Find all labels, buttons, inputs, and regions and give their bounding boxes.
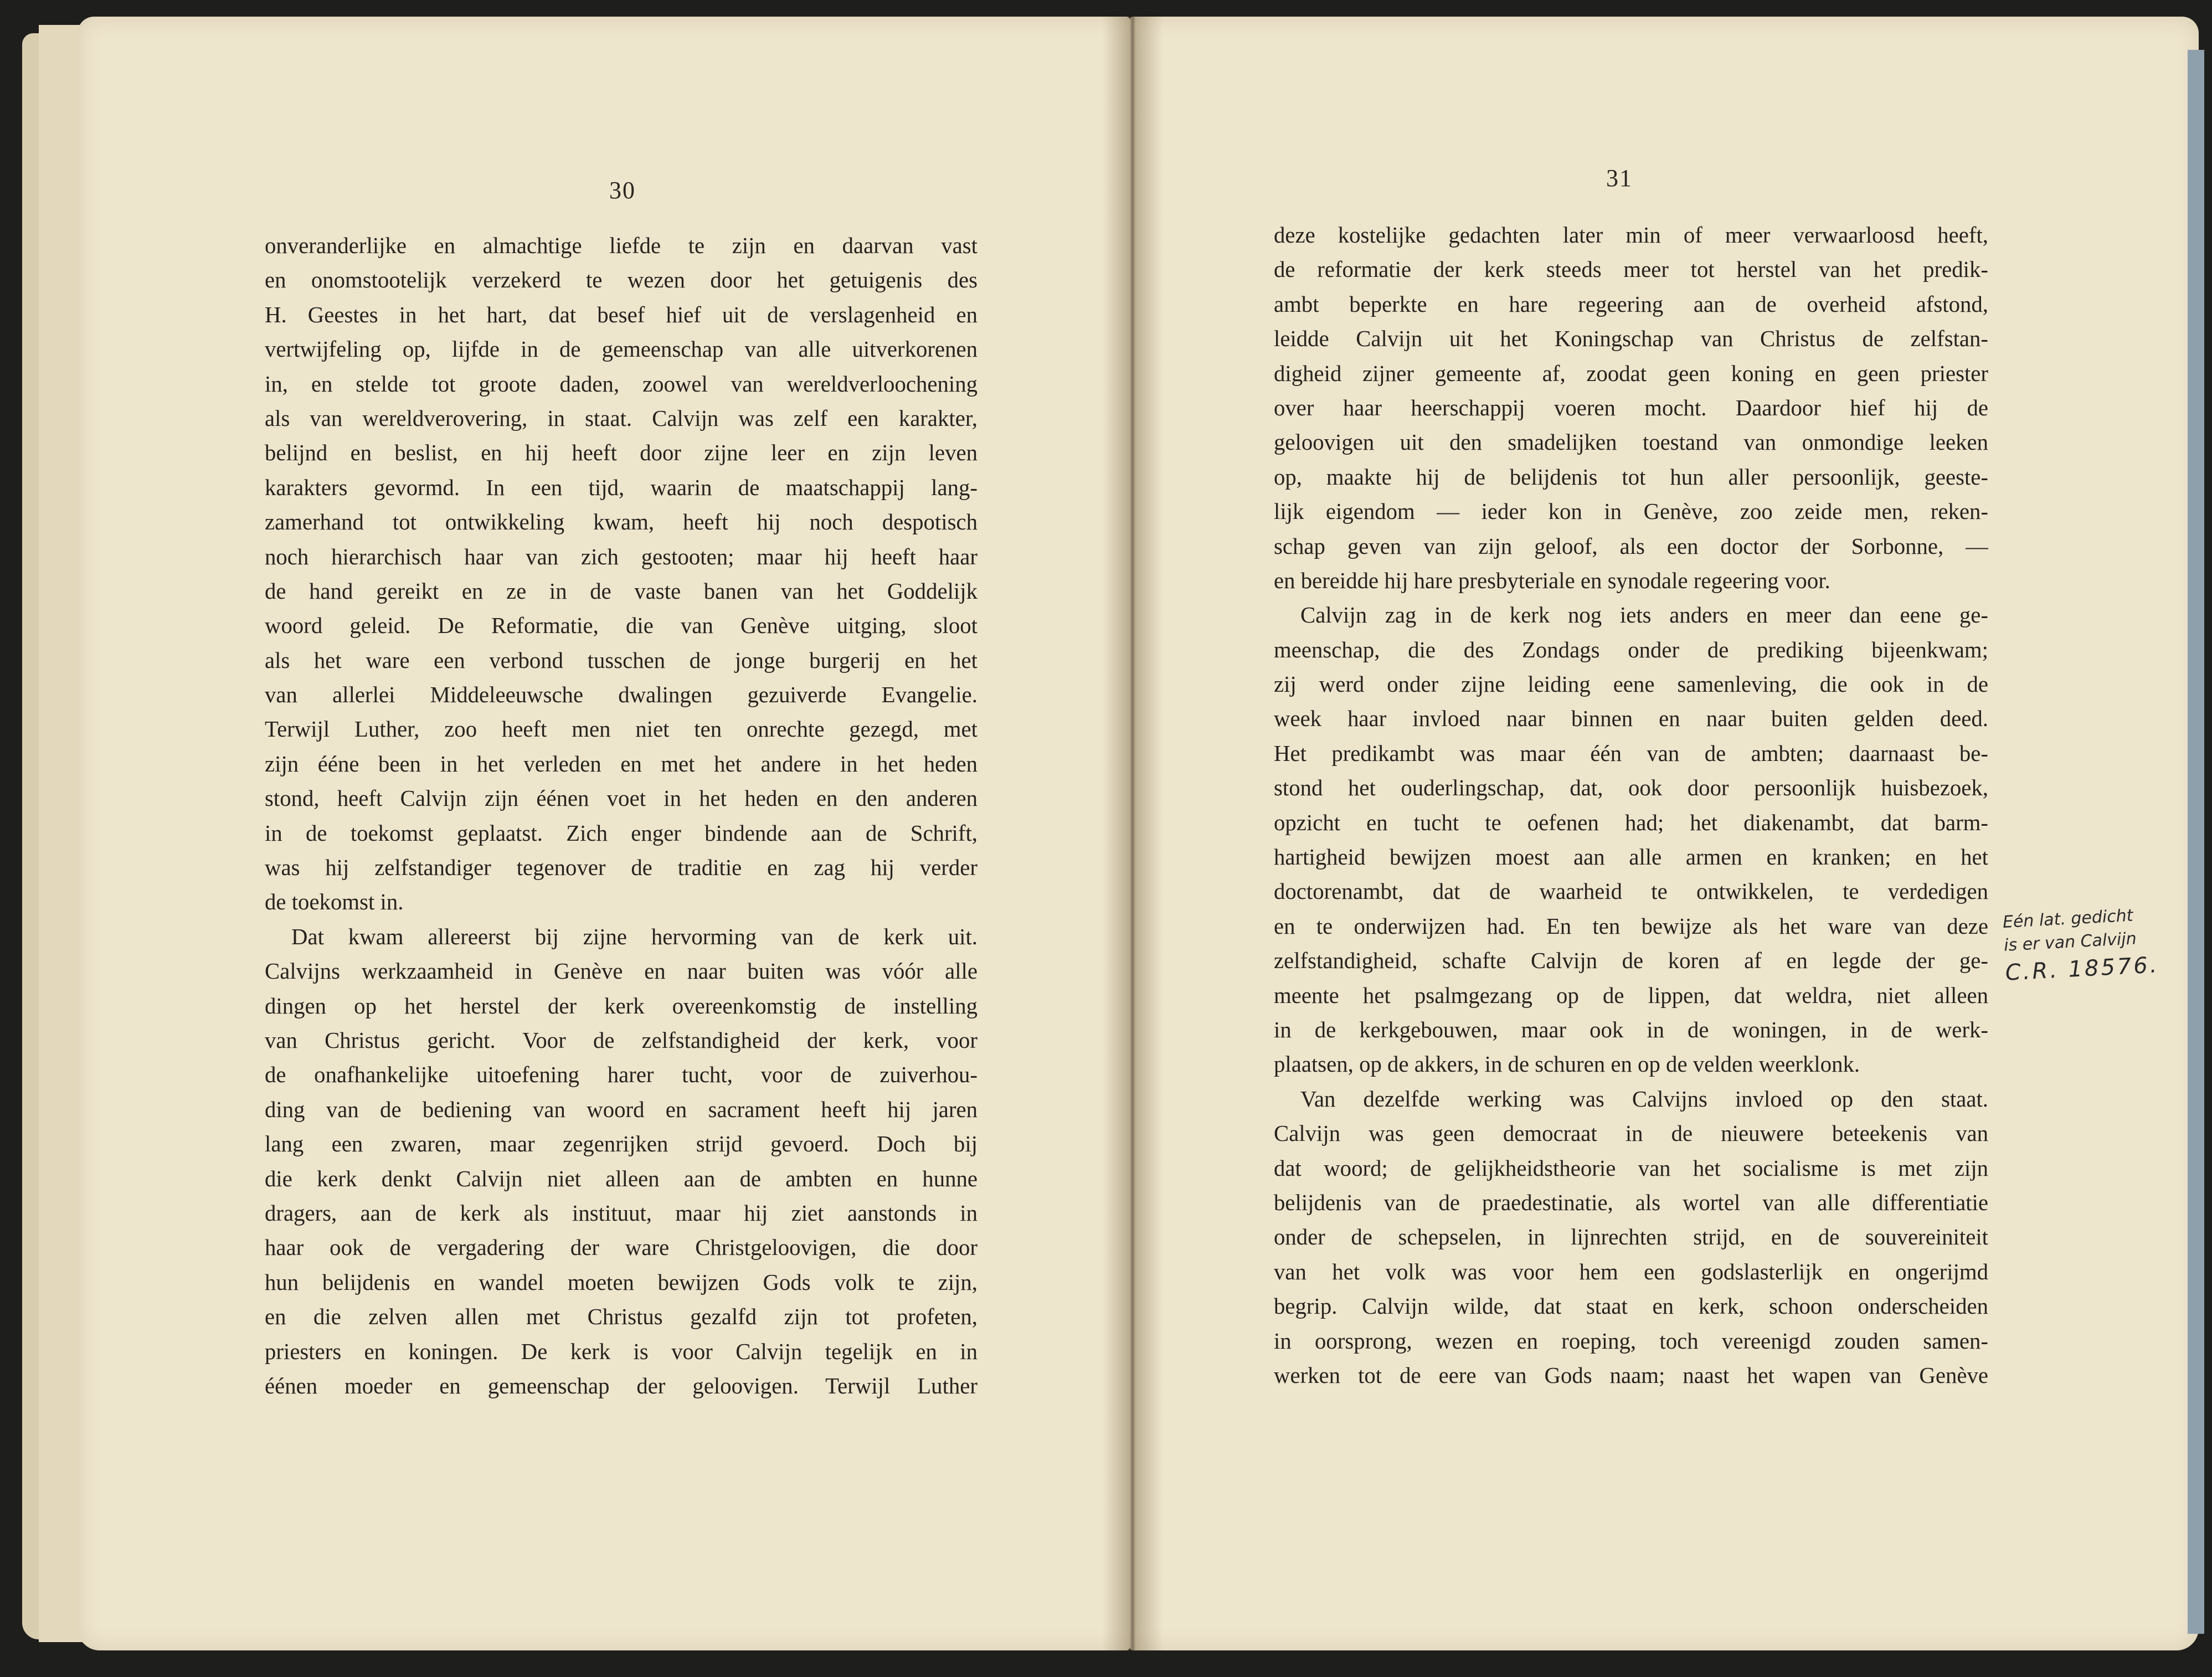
text-line: belijdenis van de praedestinatie, als wortel van alle differentiatie xyxy=(1274,1190,1988,1215)
text-line: ding van de bediening van woord en sacrament heeft hij jaren xyxy=(265,1097,978,1122)
text-line: H. Geestes in het hart, dat besef hief uit de verslagenheid en xyxy=(265,302,978,327)
text-line: van het volk was voor hem een godslasterlijk en ongerijmd xyxy=(1274,1259,1988,1284)
text-line: éénen moeder en gemeenschap der geloovigen. Terwijl Luther xyxy=(265,1373,978,1398)
right-page-number: 31 xyxy=(1606,164,1633,192)
text-line: vertwijfeling op, lijfde in de gemeenschap van alle uitverkorenen xyxy=(265,337,978,362)
text-line: over haar heerschappij voeren mocht. Daardoor hief hij de xyxy=(1274,395,1988,420)
text-line: hartigheid bewijzen moest aan alle armen en kranken; en het xyxy=(1274,845,1988,870)
text-line: geloovigen uit den smadelijken toestand van onmondige leeken xyxy=(1274,430,1988,455)
margin-note-line: Eén lat. gedicht xyxy=(2002,906,2134,932)
text-line: en te onderwijzen had. En ten bewijze als het ware van deze xyxy=(1274,913,1988,939)
text-line: dingen op het herstel der kerk overeenkomstig de instelling xyxy=(265,993,978,1018)
text-line: zelfstandigheid, schafte Calvijn de koren af en legde der ge- xyxy=(1274,948,1988,974)
text-line: deze kostelijke gedachten later min of meer verwaarloosd heeft, xyxy=(1274,223,1988,248)
text-line: Terwijl Luther, zoo heeft men niet ten onrechte gezegd, met xyxy=(265,717,978,742)
text-line: stond, heeft Calvijn zijn éénen voet in het heden en den anderen xyxy=(265,786,978,811)
text-line: noch hierarchisch haar van zich gestooten; maar hij heeft haar xyxy=(265,544,978,569)
text-line: haar ook de vergadering der ware Christgeloovigen, die door xyxy=(265,1235,978,1261)
left-page-number: 30 xyxy=(609,177,636,204)
text-line: van Christus gericht. Voor de zelfstandigheid der kerk, voor xyxy=(265,1027,978,1053)
text-line: werken tot de eere van Gods naam; naast het wapen van Genève xyxy=(1274,1362,1988,1388)
text-line: Calvijn was geen democraat in de nieuwere beteekenis van xyxy=(1274,1121,1988,1146)
text-line: belijnd en beslist, en hij heeft door zijne leer en zijn leven xyxy=(265,440,978,466)
text-line: week haar invloed naar binnen en naar buiten gelden deed. xyxy=(1274,706,1988,732)
text-line: was hij zelfstandiger tegenover de traditie en zag hij verder xyxy=(265,855,978,881)
margin-note-line: C.R. 18576. xyxy=(2004,952,2160,986)
text-line: en onomstootelijk verzekerd te wezen door het getuigenis des xyxy=(265,268,978,293)
text-line: zij werd onder zijne leiding eene samenleving, die ook in de xyxy=(1274,672,1988,697)
text-line: in de kerkgebouwen, maar ook in de woningen, in de werk- xyxy=(1274,1017,1988,1042)
text-line: de toekomst in. xyxy=(265,889,404,915)
text-line: plaatsen, op de akkers, in de schuren en op de velden weerklonk. xyxy=(1274,1052,1860,1077)
text-line: meenschap, die des Zondags onder de prediking bijeenkwam; xyxy=(1274,637,1988,662)
text-line: hun belijdenis en wandel moeten bewijzen Gods volk te zijn, xyxy=(265,1269,978,1295)
text-line: schap geven van zijn geloof, als een doctor der Sorbonne, — xyxy=(1274,533,1988,559)
margin-note-line: is er van Calvijn xyxy=(2003,929,2137,955)
text-line: zamerhand tot ontwikkeling kwam, heeft hij noch despotisch xyxy=(265,510,978,535)
text-line: als het ware een verbond tusschen de jonge burgerij en het xyxy=(265,647,978,673)
text-line: die kerk denkt Calvijn niet alleen aan de ambten en hunne xyxy=(265,1166,978,1191)
text-line: Calvijn zag in de kerk nog iets anders en meer dan eene ge- xyxy=(1300,603,1988,628)
text-line: in de toekomst geplaatst. Zich enger bindende aan de Schrift, xyxy=(265,820,978,846)
text-line: ambt beperkte en hare regeering aan de overheid afstond, xyxy=(1274,291,1988,317)
text-line: onveranderlijke en almachtige liefde te zijn en daarvan vast xyxy=(265,233,978,258)
text-line: meente het psalmgezang op de lippen, dat weldra, niet alleen xyxy=(1274,982,1988,1008)
text-line: als van wereldverovering, in staat. Calvijn was zelf een karakter, xyxy=(265,405,978,431)
text-line: karakters gevormd. In een tijd, waarin de maatschappij lang- xyxy=(265,475,978,500)
text-line: de onafhankelijke uitoefening harer tucht, voor de zuiverhou- xyxy=(265,1062,978,1088)
text-line: Calvijns werkzaamheid in Genève en naar buiten was vóór alle xyxy=(265,959,978,984)
text-line: dragers, aan de kerk als instituut, maar hij ziet aanstonds in xyxy=(265,1200,978,1226)
text-line: onder de schepselen, in lijnrechten strijd, en de souvereiniteit xyxy=(1274,1225,1988,1250)
text-line: lang een zwaren, maar zegenrijken strijd gevoerd. Doch bij xyxy=(265,1131,978,1157)
left-page-text xyxy=(265,229,978,1403)
text-line: van allerlei Middeleeuwsche dwalingen gezuiverde Evangelie. xyxy=(265,682,978,708)
text-line: en bereidde hij hare presbyteriale en synodale regeering voor. xyxy=(1274,568,1830,593)
text-line: Het predikambt was maar één van de ambten; daarnaast be- xyxy=(1274,740,1988,766)
text-line: priesters en koningen. De kerk is voor Calvijn tegelijk en in xyxy=(265,1339,978,1364)
text-line: in, en stelde tot groote daden, zoowel van wereldverloochening xyxy=(265,371,978,397)
text-line: op, maakte hij de belijdenis tot hun aller persoonlijk, geeste- xyxy=(1274,464,1988,490)
text-line: opzicht en tucht te oefenen had; het diakenambt, dat barm- xyxy=(1274,810,1988,835)
right-page-text xyxy=(1274,218,1988,1393)
text-line: lijk eigendom — ieder kon in Genève, zoo zeide men, reken- xyxy=(1274,499,1988,524)
book-gutter xyxy=(1102,17,1163,1650)
text-line: digheid zijner gemeente af, zoodat geen koning en geen priester xyxy=(1274,361,1988,386)
text-line: begrip. Calvijn wilde, dat staat en kerk, schoon onderscheiden xyxy=(1274,1294,1988,1319)
text-line: Van dezelfde werking was Calvijns invloed op den staat. xyxy=(1300,1086,1988,1112)
text-line: Dat kwam allereerst bij zijne hervorming van de kerk uit. xyxy=(291,924,978,949)
text-line: en die zelven allen met Christus gezalfd zijn tot profeten, xyxy=(265,1304,978,1330)
text-line: dat woord; de gelijkheidstheorie van het socialisme is met zijn xyxy=(1274,1155,1988,1181)
text-line: in oorsprong, wezen en roeping, toch vereenigd zouden samen- xyxy=(1274,1328,1988,1354)
text-line: zijn ééne been in het verleden en met het andere in het heden xyxy=(265,751,978,776)
text-line: stond het ouderlingschap, dat, ook door persoonlijk huisbezoek, xyxy=(1274,775,1988,801)
text-line: de hand gereikt en ze in de vaste banen van het Goddelijk xyxy=(265,578,978,604)
text-line: doctorenambt, dat de waarheid te ontwikkelen, te verdedigen xyxy=(1274,879,1988,904)
blue-cover-edge xyxy=(2188,50,2204,1634)
text-line: woord geleid. De Reformatie, die van Genève uitging, sloot xyxy=(265,613,978,639)
text-line: de reformatie der kerk steeds meer tot herstel van het predik- xyxy=(1274,257,1988,282)
handwritten-margin-note xyxy=(2002,901,2200,989)
text-line: leidde Calvijn uit het Koningschap van Christus de zelfstan- xyxy=(1274,326,1988,352)
